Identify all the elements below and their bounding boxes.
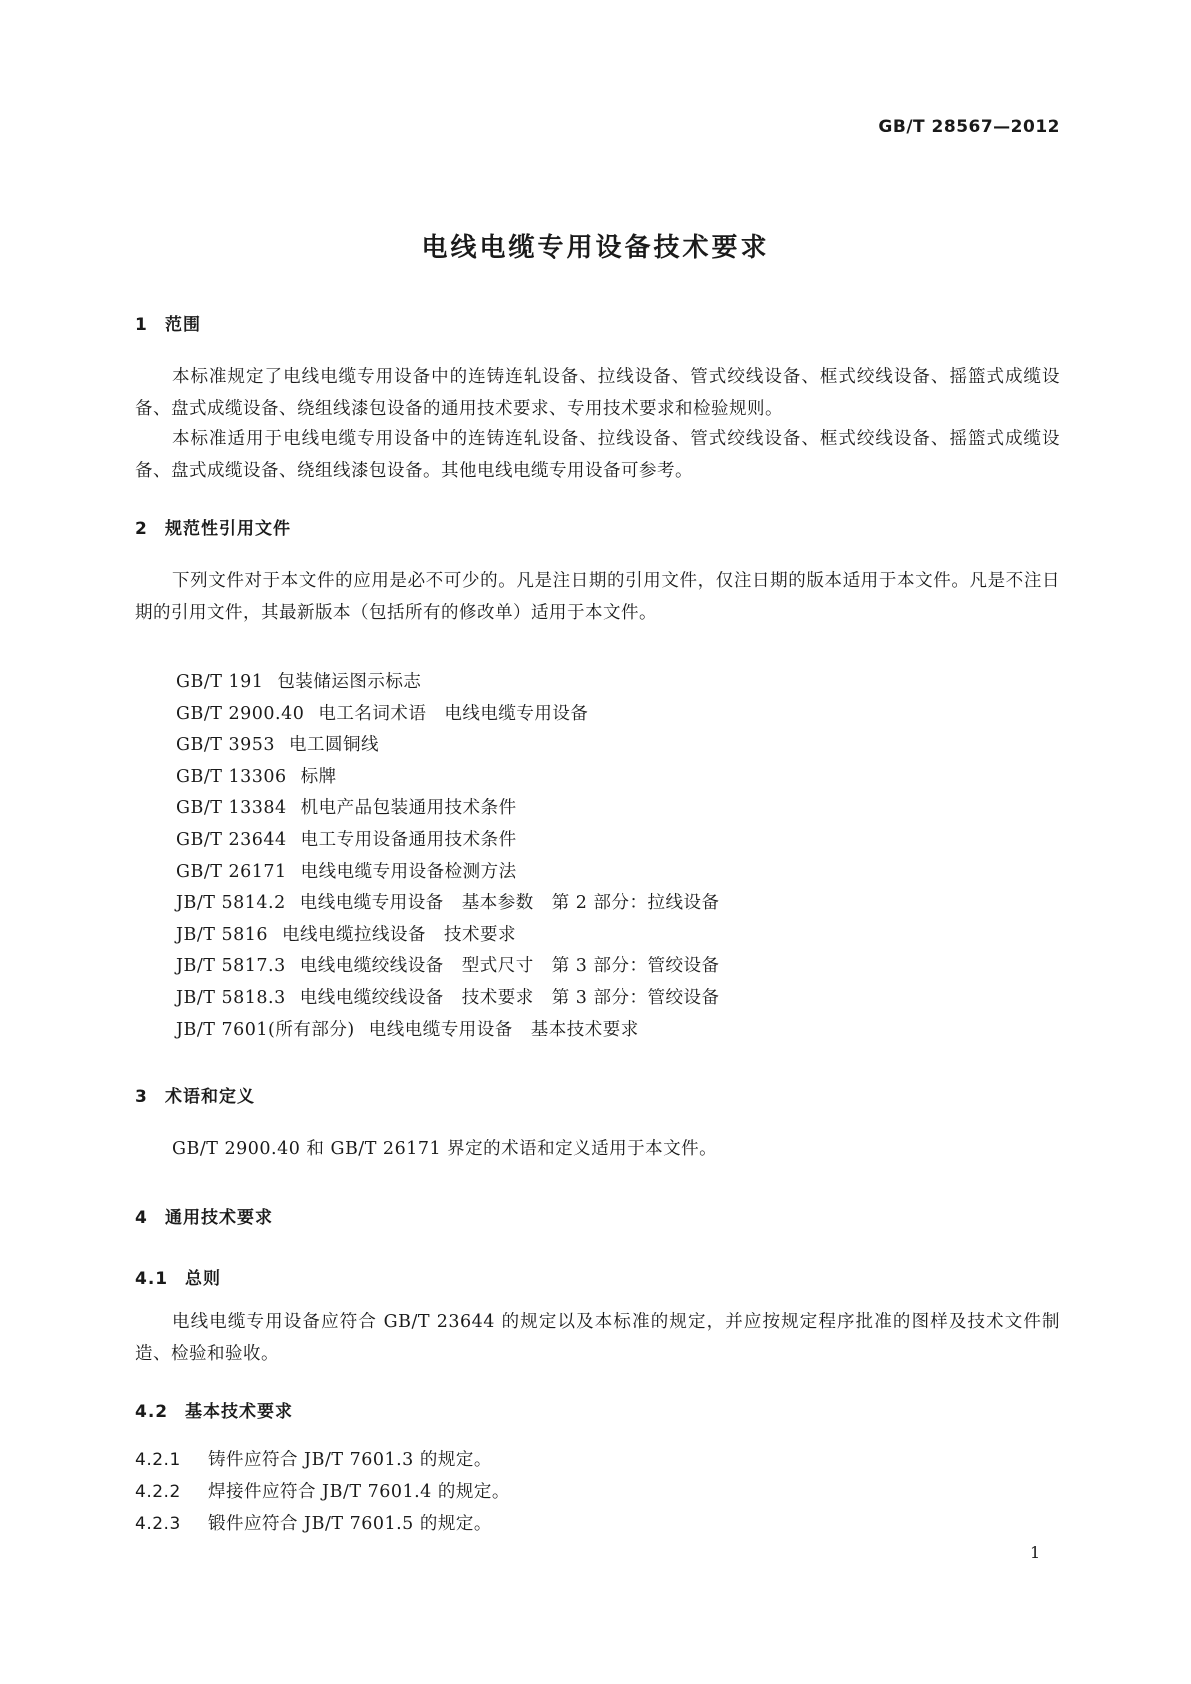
clause-number: 4.2.2 (135, 1482, 181, 1502)
section-title: 范围 (165, 315, 201, 335)
section-1-paragraph-1: 本标准规定了电线电缆专用设备中的连铸连轧设备、拉线设备、管式绞线设备、框式绞线设备、摇篮式成缆设备、盘式成缆设备、绕组线漆包设备的通用技术要求、专用技术要求和检验规则。 (135, 367, 1060, 419)
reference-item (176, 983, 720, 1015)
reference-code: JB/T 7601(所有部分) (176, 1019, 355, 1040)
reference-item (176, 951, 720, 983)
document-title: 电线电缆专用设备技术要求 (421, 233, 770, 263)
reference-item (176, 793, 720, 825)
reference-item (176, 730, 720, 762)
section-2-paragraph-1: 下列文件对于本文件的应用是必不可少的。凡是注日期的引用文件，仅注日期的版本适用于本文件。凡是不注日期的引用文件，其最新版本（包括所有的修改单）适用于本文件。 (135, 571, 1060, 623)
reference-item (176, 699, 720, 731)
reference-code: GB/T 13306 (176, 766, 287, 787)
reference-title: 电线电缆绞线设备 型式尺寸 第 3 部分：管绞设备 (299, 956, 720, 977)
clause-text: 焊接件应符合 JB/T 7601.4 的规定。 (208, 1482, 510, 1502)
reference-code: JB/T 5816 (176, 924, 269, 945)
reference-title: 电线电缆专用设备 基本技术要求 (368, 1019, 639, 1040)
section-title: 术语和定义 (165, 1087, 255, 1107)
reference-code: GB/T 23644 (176, 829, 287, 850)
reference-code: GB/T 26171 (176, 861, 287, 882)
clause-4-2-2 (135, 1478, 510, 1503)
reference-code: JB/T 5817.3 (176, 956, 286, 977)
section-4-1-paragraph-1: 电线电缆专用设备应符合 GB/T 23644 的规定以及本标准的规定，并应按规定程序批准的图样及技术文件制造、检验和验收。 (135, 1312, 1060, 1364)
section-4-2-heading (135, 1397, 293, 1422)
reference-title: 电工专用设备通用技术条件 (300, 829, 517, 850)
reference-item (176, 1015, 720, 1047)
reference-title: 电工名词术语 电线电缆专用设备 (318, 703, 589, 724)
section-title: 通用技术要求 (165, 1208, 273, 1228)
reference-title: 包装储运图示标志 (277, 672, 422, 692)
section-1-paragraph-2: 本标准适用于电线电缆专用设备中的连铸连轧设备、拉线设备、管式绞线设备、框式绞线设备、摇篮式成缆设备、盘式成缆设备、绕组线漆包设备。其他电线电缆专用设备可参考。 (135, 429, 1060, 481)
section-title: 基本技术要求 (185, 1402, 293, 1422)
section-4-1-heading (135, 1264, 221, 1289)
reference-code: GB/T 13384 (176, 798, 287, 819)
page-number: 1 (1030, 1543, 1041, 1562)
reference-item (176, 888, 720, 920)
reference-item (176, 920, 720, 952)
clause-text: 锻件应符合 JB/T 7601.5 的规定。 (208, 1514, 492, 1534)
reference-item (176, 667, 720, 699)
section-number: 3 (135, 1087, 148, 1107)
reference-item (176, 857, 720, 889)
reference-title: 电线电缆绞线设备 技术要求 第 3 部分：管绞设备 (299, 987, 720, 1008)
section-number: 2 (135, 519, 148, 539)
section-number: 4.1 (135, 1269, 169, 1289)
reference-item (176, 825, 720, 857)
section-1-heading (135, 310, 201, 335)
reference-title: 电线电缆拉线设备 技术要求 (282, 924, 517, 945)
section-title: 规范性引用文件 (165, 519, 291, 539)
section-title: 总则 (185, 1269, 221, 1289)
reference-code: GB/T 2900.40 (176, 703, 305, 724)
clause-4-2-3 (135, 1510, 492, 1535)
clause-text: 铸件应符合 JB/T 7601.3 的规定。 (208, 1450, 492, 1470)
standard-number: GB/T 28567—2012 (878, 117, 1060, 137)
reference-title: 电线电缆专用设备检测方法 (300, 861, 517, 882)
section-2-heading (135, 514, 291, 539)
reference-title: 标牌 (300, 766, 337, 787)
section-4-heading (135, 1203, 273, 1228)
reference-title: 电线电缆专用设备 基本参数 第 2 部分：拉线设备 (299, 893, 720, 914)
reference-code: GB/T 3953 (176, 735, 276, 756)
section-number: 1 (135, 315, 148, 335)
reference-code: GB/T 191 (176, 672, 264, 692)
reference-code: JB/T 5818.3 (176, 987, 286, 1008)
reference-title: 电工圆铜线 (289, 735, 380, 756)
clause-4-2-1 (135, 1446, 492, 1471)
clause-number: 4.2.3 (135, 1514, 181, 1534)
section-number: 4.2 (135, 1402, 169, 1422)
reference-code: JB/T 5814.2 (176, 893, 286, 914)
section-3-heading (135, 1082, 255, 1107)
clause-number: 4.2.1 (135, 1450, 181, 1470)
section-number: 4 (135, 1208, 148, 1228)
section-3-paragraph-1: GB/T 2900.40 和 GB/T 26171 界定的术语和定义适用于本文件。 (172, 1139, 718, 1159)
normative-references-list (176, 667, 720, 1046)
reference-title: 机电产品包装通用技术条件 (300, 798, 517, 819)
reference-item (176, 762, 720, 794)
